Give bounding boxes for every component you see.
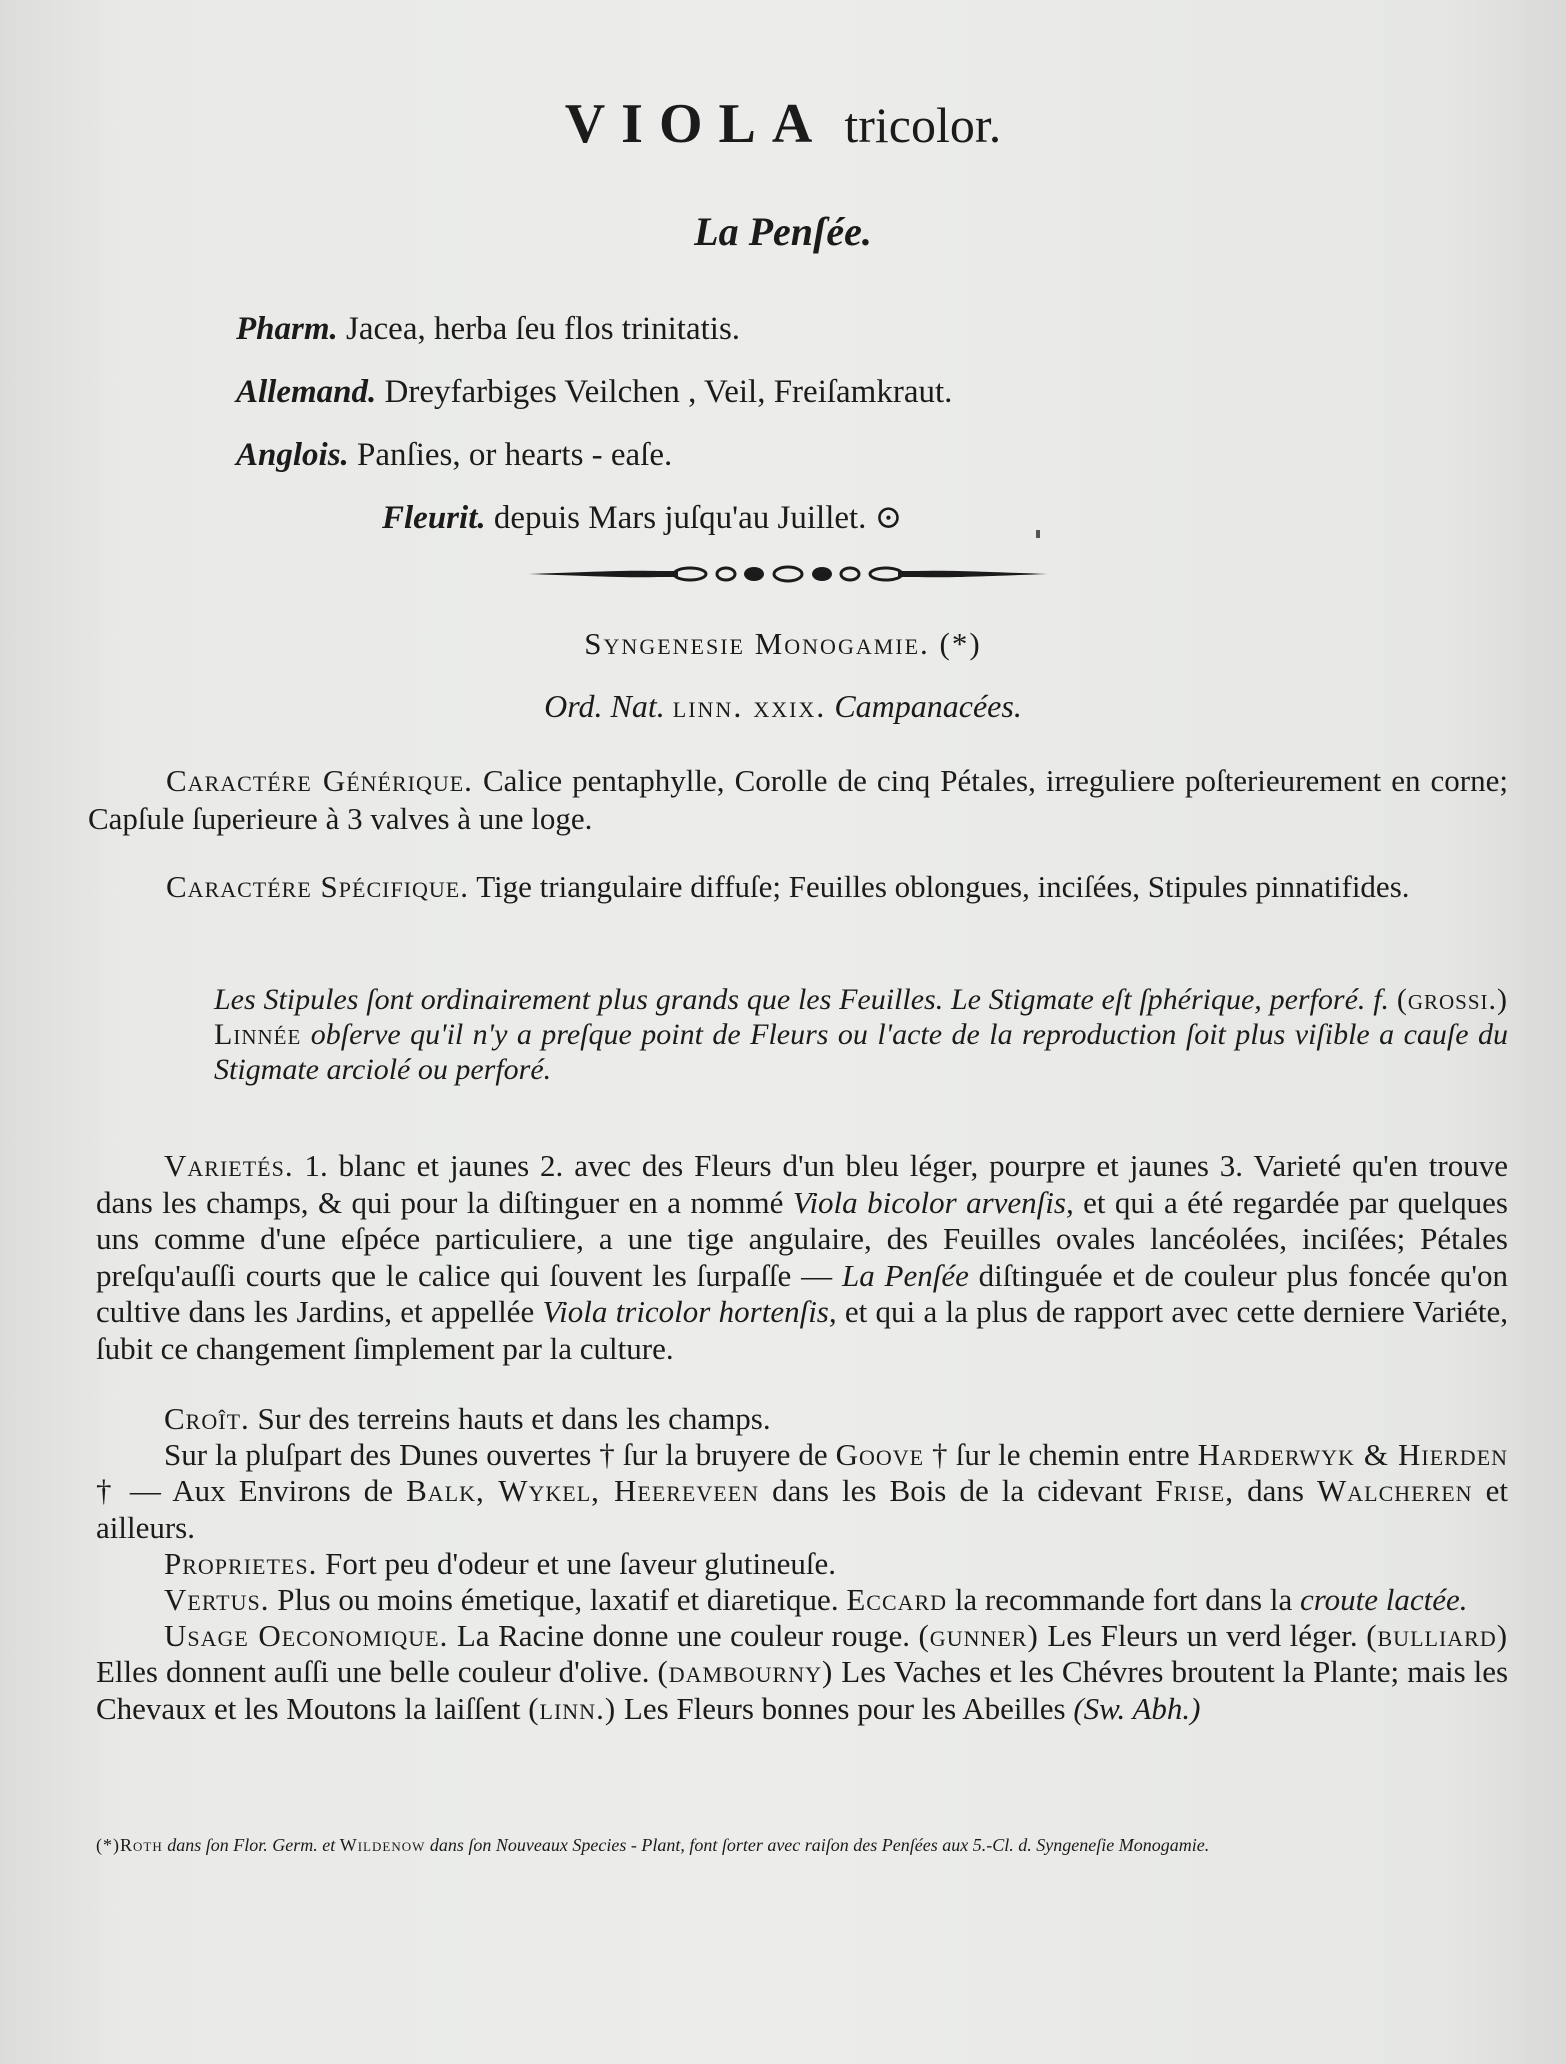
flowering-key: Fleurit. xyxy=(382,500,486,536)
varieties-italic-2: La Penſée xyxy=(841,1257,969,1293)
usage-text: Elles donnent auſſi une belle couleur d'olive. xyxy=(96,1654,650,1690)
loc-text: dans xyxy=(1247,1473,1304,1509)
name-value: Dreyfarbiges Veilchen , Veil, Freiſamkraut. xyxy=(384,374,953,410)
title-species: tricolor. xyxy=(844,97,1002,153)
footnote-text-2: dans ſon Nouveaux Species - Plant, font ſorter avec raiſon des Penſées aux 5.-Cl. d. Syngeneſie Monogamie. xyxy=(429,1835,1210,1855)
vernacular-names xyxy=(236,298,952,550)
localities-paragraph xyxy=(96,1437,1508,1546)
name-allemand xyxy=(236,361,952,424)
footnote-author-1: Roth xyxy=(120,1835,163,1855)
vertus-label: Vertus. xyxy=(164,1582,270,1618)
usage-text: Les Fleurs un verd léger. xyxy=(1047,1618,1358,1654)
ord-family: Campanacées. xyxy=(834,688,1022,724)
generic-text: Calice pentaphylle, Corolle de cinq Pétales, irreguliere poſterieurement en corne; Capſule ſuperieure à 3 valves à une loge. xyxy=(88,763,1508,836)
specific-label: Caractére Spécifique. xyxy=(166,869,469,904)
obs-part2: obſerve qu'il n'y a preſque point de Fleurs ou l'acte de la reproduction ſoit plus viſible a cauſe du Stigmate arciolé ou perforé. xyxy=(214,1018,1509,1086)
croit-label: Croît. xyxy=(164,1401,250,1436)
varieties-text-4: et qui a la plus de rapport avec cette derniere Variéte, ſubit ce changement ſimplement par la culture. xyxy=(96,1294,1509,1366)
loc-text: et ailleurs. xyxy=(96,1473,1509,1545)
usage-paragraph xyxy=(96,1618,1508,1727)
usage-text: La Racine donne une couleur rouge. xyxy=(456,1618,910,1654)
class-heading: Syngenesie Monogamie. (*) xyxy=(584,626,982,661)
loc-text: dans les Bois de la cidevant xyxy=(772,1473,1143,1509)
loc-place: Goove xyxy=(835,1437,925,1473)
generic-label: Caractére Générique. xyxy=(166,763,473,798)
proprietes-label: Proprietes. xyxy=(164,1545,318,1581)
usage-text: Les Vaches et les Chévres broutent la Plante; mais les Chevaux et les Moutons la laiſſent xyxy=(96,1654,1509,1726)
vertus-text-2: la recommande fort dans la xyxy=(954,1582,1293,1618)
usage-ref: (gunner) xyxy=(918,1618,1039,1654)
proprietes-text: Fort peu d'odeur et une ſaveur glutineuſe. xyxy=(325,1545,837,1581)
name-pharm xyxy=(236,298,952,361)
varieties-paragraph xyxy=(96,1148,1508,1368)
footnote-mark: (*) xyxy=(96,1835,120,1855)
flowering-line xyxy=(236,487,952,550)
varieties-text-2: et qui a été regardée par quelques uns comme d'une eſpéce particuliere, a une tige angulaire, des Feuilles ovales lancéolées, inciſées; Pétales preſqu'auſſi courts que le calice qui ſouvent les ſurpaſſe — xyxy=(96,1184,1508,1293)
name-value: Jacea, herba ſeu flos trinitatis. xyxy=(346,311,741,347)
usage-ref: (dambourny) xyxy=(657,1654,834,1690)
vertus-paragraph xyxy=(96,1582,1508,1618)
varieties-italic-3: Viola tricolor hortenſis, xyxy=(542,1294,837,1330)
loc-text: † ſur le chemin entre xyxy=(932,1437,1190,1473)
obs-ref: (grossi.) xyxy=(1396,983,1509,1016)
name-value: Panſies, or hearts - eaſe. xyxy=(357,437,673,473)
generic-character xyxy=(88,762,1508,838)
varieties-label: Varietés. xyxy=(164,1148,294,1183)
page-title xyxy=(0,92,1566,156)
loc-place: Balk, Wykel, Heereveen xyxy=(406,1473,760,1509)
specific-character xyxy=(88,868,1508,906)
ink-mark xyxy=(1036,530,1040,538)
common-name: La Penſée. xyxy=(694,209,872,254)
name-anglois xyxy=(236,424,952,487)
usage-ref: (bulliard) xyxy=(1366,1618,1509,1654)
varieties-text-3: diſtinguée et de couleur plus foncée qu'on cultive dans les Jardins, et appellée xyxy=(96,1257,1509,1330)
vertus-italic: croute lactée. xyxy=(1299,1582,1468,1618)
name-key: Anglois. xyxy=(236,437,349,473)
observation-note xyxy=(214,982,1508,1087)
vertus-author: Eccard xyxy=(846,1582,948,1618)
ord-linnaeus: linn. xxix. xyxy=(672,688,827,724)
loc-place: Walcheren xyxy=(1316,1473,1473,1509)
ord-prefix: Ord. Nat. xyxy=(544,688,665,724)
footnote-text-1: dans ſon Flor. Germ. et xyxy=(167,1835,336,1855)
loc-place: Frise, xyxy=(1155,1473,1234,1509)
footnote-author-2: Wildenow xyxy=(339,1835,426,1855)
name-key: Pharm. xyxy=(236,311,338,347)
usage-label: Usage Oeconomique. xyxy=(164,1618,449,1654)
obs-part1: Les Stipules ſont ordinairement plus grands que les Feuilles. Le Stigmate eſt ſphérique, perforé. f. xyxy=(214,983,1390,1016)
flowering-value: depuis Mars juſqu'au Juillet. ⊙ xyxy=(493,500,903,536)
lower-sections xyxy=(96,1401,1508,1727)
usage-text: Les Fleurs bonnes pour les Abeilles xyxy=(623,1690,1066,1726)
natural-order xyxy=(0,688,1566,725)
vertus-text-1: Plus ou moins émetique, laxatif et diaretique. xyxy=(277,1582,839,1618)
obs-author: Linnée xyxy=(214,1018,302,1051)
footnote xyxy=(96,1832,1508,1858)
usage-ref: (Sw. Abh.) xyxy=(1073,1690,1201,1726)
specific-text: Tige triangulaire diffuſe; Feuilles oblongues, inciſées, Stipules pinnatifides. xyxy=(476,869,1410,904)
loc-text: Sur la pluſpart des Dunes ouvertes † ſur la bruyere de xyxy=(164,1437,828,1473)
varieties-text-1: 1. blanc et jaunes 2. avec des Fleurs d'un bleu léger, pourpre et jaunes 3. Varieté qu'en trouve dans les champs, & qui pour la diſtinguer en a nommé xyxy=(96,1148,1509,1220)
loc-text: † — Aux Environs de xyxy=(96,1473,394,1509)
croit-paragraph xyxy=(96,1401,1508,1437)
proprietes-paragraph xyxy=(96,1546,1508,1582)
title-genus: VIOLA xyxy=(564,93,829,155)
croit-text: Sur des terreins hauts et dans les champs. xyxy=(257,1401,771,1436)
name-key: Allemand. xyxy=(236,374,377,410)
varieties-italic-1: Viola bicolor arvenſis, xyxy=(792,1184,1074,1220)
loc-place: Harderwyk & Hierden xyxy=(1197,1437,1509,1473)
ornament-divider xyxy=(528,560,1048,588)
usage-ref: (linn.) xyxy=(528,1690,617,1726)
